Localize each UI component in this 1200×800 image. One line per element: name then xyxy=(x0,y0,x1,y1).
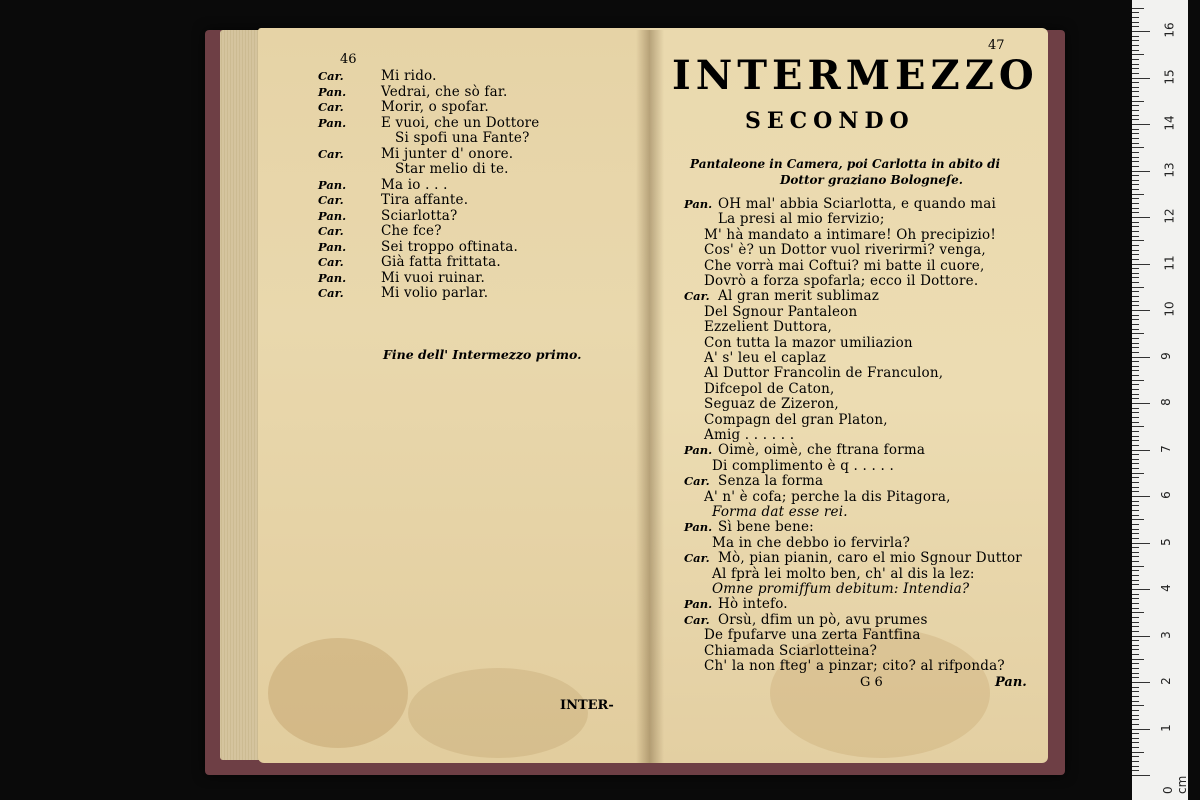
ruler-tick xyxy=(1132,110,1139,111)
ruler-label: 0 cm xyxy=(1161,775,1189,794)
ruler-tick xyxy=(1132,17,1139,18)
ruler-label: 10 xyxy=(1162,301,1177,317)
ruler-tick xyxy=(1132,524,1139,525)
ruler-tick xyxy=(1132,654,1139,655)
ruler-tick xyxy=(1132,264,1150,265)
ruler-tick xyxy=(1132,529,1139,530)
ruler-tick xyxy=(1132,384,1139,385)
ruler-tick xyxy=(1132,501,1139,502)
ruler-tick xyxy=(1132,78,1150,79)
ruler-tick xyxy=(1132,333,1144,334)
ruler-label: 13 xyxy=(1162,161,1177,178)
ruler-tick xyxy=(1132,445,1139,446)
ruler-tick xyxy=(1132,133,1139,134)
ruler-label: 14 xyxy=(1162,115,1177,131)
ruler-tick xyxy=(1132,203,1139,204)
ruler-tick xyxy=(1132,505,1139,506)
ruler-tick xyxy=(1132,171,1150,172)
ruler-tick xyxy=(1132,40,1139,41)
catchword-right: Pan. xyxy=(995,675,1027,690)
verse-line: Senza la forma xyxy=(718,473,824,490)
ruler-tick xyxy=(1132,64,1139,65)
ruler-tick xyxy=(1132,338,1139,339)
ruler-tick xyxy=(1132,436,1139,437)
verse-line: Chiamada Sciarlotteina? xyxy=(704,642,878,659)
ruler-tick xyxy=(1132,645,1139,646)
ruler-tick xyxy=(1132,273,1139,274)
ruler-label: 8 xyxy=(1158,398,1173,406)
verse-line: Oimè, oimè, che ftrana forma xyxy=(718,442,926,459)
ruler-tick xyxy=(1132,208,1139,209)
ruler-tick xyxy=(1132,756,1139,757)
ruler-tick xyxy=(1132,198,1139,199)
water-stain xyxy=(268,638,408,748)
ruler-tick xyxy=(1132,701,1139,702)
ruler-tick xyxy=(1132,622,1139,623)
ruler-tick xyxy=(1132,87,1139,88)
ruler-label: 16 xyxy=(1162,22,1177,38)
verse-line: La presi al mio fervizio; xyxy=(718,211,885,228)
ruler-tick xyxy=(1132,696,1139,697)
ruler-tick xyxy=(1132,147,1144,148)
ruler-tick xyxy=(1132,668,1139,669)
verse-line: Omne promiffum debitum: Intendia? xyxy=(712,581,970,597)
ruler-tick xyxy=(1132,101,1144,102)
ruler-tick xyxy=(1132,747,1139,748)
verse-line: Con tutta la mazor umiliazion xyxy=(704,334,913,351)
ruler-tick xyxy=(1132,370,1139,371)
ruler-tick xyxy=(1132,166,1139,167)
ruler-label: 7 xyxy=(1158,444,1173,453)
speaker-label: Car. xyxy=(318,255,344,269)
verse-line: Dovrò a forza spofarla; ecco il Dottore. xyxy=(704,273,979,289)
ruler-tick xyxy=(1132,194,1144,195)
speaker-label: Car. xyxy=(318,100,344,114)
verse-line: De fpufarve una zerta Fantfina xyxy=(704,627,921,644)
ruler-label: 4 xyxy=(1158,584,1173,592)
ruler-tick xyxy=(1132,296,1139,297)
verse-line: Seguaz de Zizeron, xyxy=(704,396,839,413)
ruler-tick xyxy=(1132,59,1139,60)
ruler-tick xyxy=(1132,612,1144,613)
ruler-tick xyxy=(1132,710,1139,711)
ruler-tick xyxy=(1132,343,1139,344)
ruler-tick xyxy=(1132,626,1139,627)
ruler-tick xyxy=(1132,631,1139,632)
ruler-tick xyxy=(1132,742,1139,743)
speaker-label: Pan. xyxy=(318,115,347,130)
verse-line: OH mal' abbia Sciarlotta, e quando mai xyxy=(718,196,997,212)
ruler-tick xyxy=(1132,496,1150,497)
speaker-label: Car. xyxy=(684,551,710,566)
ruler-tick xyxy=(1132,566,1144,567)
ruler-tick xyxy=(1132,556,1139,557)
ruler-tick xyxy=(1132,598,1139,599)
ruler-tick xyxy=(1132,459,1139,460)
page-title: INTERMEZZO xyxy=(672,52,1039,99)
page-subtitle: SECONDO xyxy=(745,108,915,134)
ruler-label: 3 xyxy=(1158,630,1173,639)
ruler-tick xyxy=(1132,468,1139,469)
verse-line: Ch' la non fteg' a pinzar; cito? al rifponda? xyxy=(704,658,1005,674)
verse-line: Al gran merit sublimaz xyxy=(718,288,880,305)
ruler-tick xyxy=(1132,733,1139,734)
page-number-left: 46 xyxy=(340,52,357,67)
ruler-tick xyxy=(1132,26,1139,27)
ruler-tick xyxy=(1132,477,1139,478)
ruler-label: 2 xyxy=(1158,677,1173,685)
speaker-label: Pan. xyxy=(318,270,347,285)
verse-line: Si spofi una Fante? xyxy=(395,130,530,146)
ruler-label: 6 xyxy=(1158,491,1173,499)
ruler-tick xyxy=(1132,96,1139,97)
ruler-label: 15 xyxy=(1162,68,1177,85)
ruler-tick xyxy=(1132,715,1139,716)
ruler-tick xyxy=(1132,738,1139,739)
verse-line: Star melio di te. xyxy=(395,161,509,177)
verse-line: E vuoi, che un Dottore xyxy=(381,114,540,131)
verse-line: Sei troppo oftinata. xyxy=(381,238,518,255)
ruler-tick xyxy=(1132,422,1139,423)
book-gutter xyxy=(636,30,664,763)
speaker-label: Car. xyxy=(684,612,710,627)
ruler-tick xyxy=(1132,357,1150,358)
ruler-label: 11 xyxy=(1162,254,1177,271)
speaker-label: Pan. xyxy=(318,239,347,254)
ruler-tick xyxy=(1132,91,1139,92)
ruler-tick xyxy=(1132,259,1139,260)
ruler-tick xyxy=(1132,236,1139,237)
ruler-tick xyxy=(1132,454,1139,455)
ruler-tick xyxy=(1132,175,1139,176)
speaker-label: Pan. xyxy=(684,520,713,535)
ruler-tick xyxy=(1132,682,1150,683)
ruler-tick xyxy=(1132,649,1139,650)
speaker-label: Car. xyxy=(318,286,344,300)
ruler-tick xyxy=(1132,775,1150,776)
speaker-label: Car. xyxy=(684,289,710,304)
ruler-tick xyxy=(1132,138,1139,139)
speaker-label: Pan. xyxy=(684,597,713,612)
ruler-tick xyxy=(1132,403,1150,404)
ruler-tick xyxy=(1132,389,1139,390)
ruler-tick xyxy=(1132,45,1139,46)
ruler-tick xyxy=(1132,487,1139,488)
ruler-tick xyxy=(1132,324,1139,325)
speaker-label: Pan. xyxy=(684,443,713,458)
ruler-tick xyxy=(1132,752,1144,753)
speaker-label: Car. xyxy=(318,193,344,207)
verse-line: Al fprà lei molto ben, ch' al dis la lez: xyxy=(712,565,975,582)
ruler-tick xyxy=(1132,226,1139,227)
verse-line: Vedrai, che sò far. xyxy=(381,83,508,100)
ruler-tick xyxy=(1132,426,1144,427)
ruler-tick xyxy=(1132,608,1139,609)
verse-line: A' n' è cofa; perche la dis Pitagora, xyxy=(704,488,951,505)
verse-line: Compagn del gran Platon, xyxy=(704,411,888,428)
ruler-tick xyxy=(1132,329,1139,330)
ruler-tick xyxy=(1132,36,1139,37)
ruler-tick xyxy=(1132,82,1139,83)
ruler-tick xyxy=(1132,361,1139,362)
speaker-label: Car. xyxy=(318,69,344,83)
speaker-label: Pan. xyxy=(684,197,713,211)
verse-line: A' s' leu el caplaz xyxy=(704,350,827,366)
ruler-tick xyxy=(1132,8,1144,9)
ruler-tick xyxy=(1132,394,1139,395)
catchword-left: INTER- xyxy=(560,698,614,713)
ruler-tick xyxy=(1132,729,1150,730)
ruler-tick xyxy=(1132,231,1139,232)
ruler-tick xyxy=(1132,54,1144,55)
measuring-ruler xyxy=(1132,0,1188,800)
stage-direction-line-1: Pantaleone in Camera, poi Carlotta in abito di xyxy=(690,157,1001,171)
verse-line: Del Sgnour Pantaleon xyxy=(704,303,858,320)
verse-line: Mò, pian pianin, caro el mio Sgnour Duttor xyxy=(718,550,1022,567)
verse-line: Difcepol de Caton, xyxy=(704,380,835,397)
ruler-tick xyxy=(1132,770,1139,771)
ruler-tick xyxy=(1132,115,1139,116)
ruler-tick xyxy=(1132,677,1139,678)
ruler-tick xyxy=(1132,287,1144,288)
verse-line: Mi volio parlar. xyxy=(381,285,489,301)
ruler-tick xyxy=(1132,766,1139,767)
verse-line: Ezzelient Duttora, xyxy=(704,319,832,336)
ruler-tick xyxy=(1132,603,1139,604)
verse-line: Sciarlotta? xyxy=(381,207,458,224)
ruler-tick xyxy=(1132,68,1139,69)
ruler-tick xyxy=(1132,222,1139,223)
ruler-tick xyxy=(1132,277,1139,278)
ruler-tick xyxy=(1132,245,1139,246)
ruler-tick xyxy=(1132,687,1139,688)
ruler-tick xyxy=(1132,310,1150,311)
speaker-label: Pan. xyxy=(318,208,347,223)
ruler-tick xyxy=(1132,463,1139,464)
ruler-tick xyxy=(1132,380,1144,381)
verse-line: Ma in che debbo io fervirla? xyxy=(712,534,911,551)
ruler-tick xyxy=(1132,12,1139,13)
ruler-tick xyxy=(1132,510,1139,511)
ruler-tick xyxy=(1132,152,1139,153)
speaker-label: Pan. xyxy=(318,177,347,192)
ruler-tick xyxy=(1132,282,1139,283)
ruler-tick xyxy=(1132,124,1150,125)
verse-line: Mi rido. xyxy=(381,68,437,84)
ruler-tick xyxy=(1132,189,1139,190)
ruler-tick xyxy=(1132,366,1139,367)
ruler-label: 12 xyxy=(1162,208,1177,224)
verse-line: Già fatta frittata. xyxy=(381,254,501,270)
ruler-tick xyxy=(1132,73,1139,74)
stage-direction-line-2: Dottor graziano Bologneſe. xyxy=(780,173,963,187)
ruler-tick xyxy=(1132,105,1139,106)
verse-line: Morir, o spofar. xyxy=(381,99,489,115)
ruler-tick xyxy=(1132,417,1139,418)
ruler-tick xyxy=(1132,217,1150,218)
ruler-tick xyxy=(1132,450,1150,451)
verse-line: Orsù, dfim un pò, avu prumes xyxy=(718,611,928,628)
ruler-tick xyxy=(1132,212,1139,213)
speaker-label: Car. xyxy=(318,146,344,161)
speaker-label: Pan. xyxy=(318,84,347,99)
ruler-tick xyxy=(1132,22,1139,23)
ruler-label: 1 xyxy=(1158,723,1173,732)
verse-line: Sì bene bene: xyxy=(718,519,814,536)
signature-mark: G 6 xyxy=(860,675,883,690)
verse-line: Hò intefo. xyxy=(718,596,788,613)
ruler-tick xyxy=(1132,636,1150,637)
ruler-tick xyxy=(1132,157,1139,158)
ruler-label: 9 xyxy=(1158,351,1173,360)
verse-line: Amig . . . . . . xyxy=(704,427,795,443)
ruler-tick xyxy=(1132,119,1139,120)
ruler-tick xyxy=(1132,543,1150,544)
verse-line: Ma io . . . xyxy=(381,176,448,193)
ruler-tick xyxy=(1132,431,1139,432)
verse-line: Che vorrà mai Coftui? mi batte il cuore, xyxy=(704,257,985,274)
ruler-tick xyxy=(1132,659,1144,660)
ruler-tick xyxy=(1132,584,1139,585)
verse-line: Al Duttor Francolin de Franculon, xyxy=(704,365,944,382)
end-of-intermezzo-note: Fine dell' Intermezzo primo. xyxy=(383,347,582,362)
ruler-tick xyxy=(1132,50,1139,51)
ruler-tick xyxy=(1132,129,1139,130)
speaker-label: Car. xyxy=(684,474,710,489)
ruler-tick xyxy=(1132,761,1139,762)
verse-line: M' hà mandato a intimare! Oh precipizio! xyxy=(704,226,997,243)
ruler-tick xyxy=(1132,617,1139,618)
ruler-tick xyxy=(1132,575,1139,576)
ruler-tick xyxy=(1132,640,1139,641)
verse-line: Tira affante. xyxy=(381,192,469,208)
ruler-tick xyxy=(1132,250,1139,251)
ruler-tick xyxy=(1132,719,1139,720)
ruler-tick xyxy=(1132,691,1139,692)
ruler-tick xyxy=(1132,440,1139,441)
water-stain xyxy=(408,668,588,758)
ruler-tick xyxy=(1132,254,1139,255)
ruler-tick xyxy=(1132,143,1139,144)
ruler-tick xyxy=(1132,561,1139,562)
ruler-tick xyxy=(1132,161,1139,162)
ruler-tick xyxy=(1132,570,1139,571)
ruler-label: 5 xyxy=(1158,537,1173,546)
ruler-tick xyxy=(1132,491,1139,492)
verse-line: Che fce? xyxy=(381,223,442,239)
ruler-tick xyxy=(1132,552,1139,553)
page-number-right: 47 xyxy=(988,38,1005,53)
verse-line: Mi vuoi ruinar. xyxy=(381,269,485,286)
ruler-tick xyxy=(1132,305,1139,306)
ruler-tick xyxy=(1132,398,1139,399)
ruler-tick xyxy=(1132,580,1139,581)
ruler-tick xyxy=(1132,291,1139,292)
ruler-tick xyxy=(1132,589,1150,590)
ruler-tick xyxy=(1132,412,1139,413)
ruler-tick xyxy=(1132,347,1139,348)
ruler-tick xyxy=(1132,547,1139,548)
ruler-tick xyxy=(1132,724,1139,725)
ruler-tick xyxy=(1132,663,1139,664)
verse-line: Cos' è? un Dottor vuol riverirmi? venga, xyxy=(704,242,986,259)
ruler-tick xyxy=(1132,408,1139,409)
ruler-tick xyxy=(1132,268,1139,269)
ruler-tick xyxy=(1132,705,1144,706)
ruler-tick xyxy=(1132,31,1150,32)
ruler-tick xyxy=(1132,319,1139,320)
ruler-tick xyxy=(1132,301,1139,302)
verse-line: Mi junter d' onore. xyxy=(381,145,514,162)
speaker-label: Car. xyxy=(318,224,344,238)
ruler-tick xyxy=(1132,515,1139,516)
ruler-tick xyxy=(1132,473,1144,474)
ruler-tick xyxy=(1132,482,1139,483)
ruler-tick xyxy=(1132,375,1139,376)
ruler-tick xyxy=(1132,519,1144,520)
ruler-tick xyxy=(1132,180,1139,181)
ruler-tick xyxy=(1132,533,1139,534)
ruler-tick xyxy=(1132,594,1139,595)
ruler-tick xyxy=(1132,538,1139,539)
ruler-tick xyxy=(1132,240,1144,241)
ruler-tick xyxy=(1132,315,1139,316)
ruler-tick xyxy=(1132,673,1139,674)
verse-line: Forma dat esse rei. xyxy=(712,504,848,520)
ruler-tick xyxy=(1132,184,1139,185)
verse-line: Di complimento è q . . . . . xyxy=(712,457,894,474)
ruler-tick xyxy=(1132,352,1139,353)
